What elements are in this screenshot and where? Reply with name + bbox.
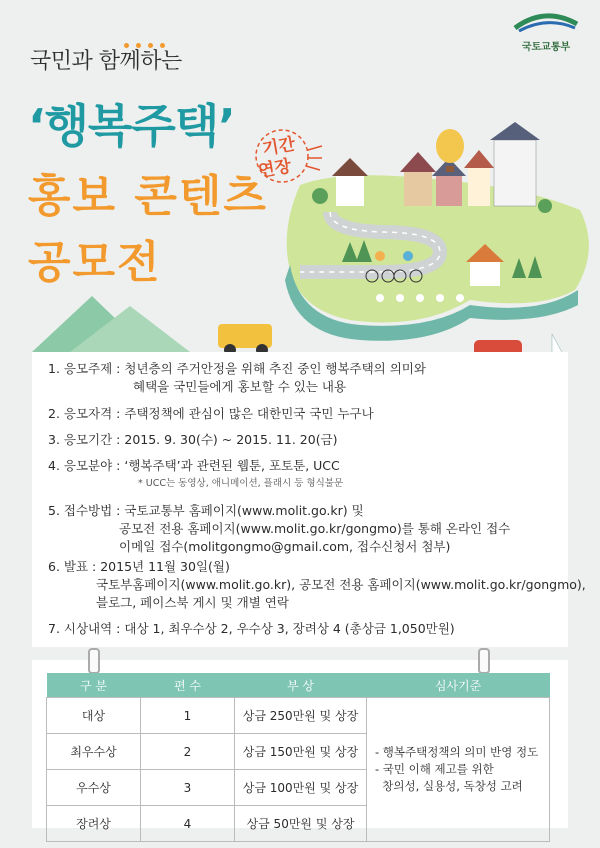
header-count: 편 수 xyxy=(141,673,235,698)
detail-field-note: * UCC는 동영상, 애니메이션, 플래시 등 형식불문 xyxy=(138,478,344,489)
table-header-row xyxy=(47,673,550,698)
criteria-line: - 국민 이해 제고를 위한 xyxy=(375,762,494,776)
detail-text: 청년층의 주거안정을 위해 추진 중인 행복주택의 의미와 xyxy=(124,361,426,376)
detail-text: 국토교통부 홈페이지(www.molit.go.kr) 및 xyxy=(124,503,364,518)
cell-grade: 우수상 xyxy=(47,770,141,806)
cell-prize: 상금 100만원 및 상장 xyxy=(235,770,367,806)
poster-title-line2: 홍보 콘텐츠 xyxy=(28,171,268,222)
detail-label: 3. 응모기간 : xyxy=(48,432,121,447)
cell-count: 4 xyxy=(141,806,235,842)
binder-clip-icon xyxy=(478,648,490,674)
detail-topic xyxy=(48,360,426,378)
detail-label: 1. 응모주제 : xyxy=(48,361,121,376)
detail-label: 2. 응모자격 : xyxy=(48,406,121,421)
cell-prize: 상금 250만원 및 상장 xyxy=(235,698,367,734)
detail-label: 6. 발표 : xyxy=(48,559,97,574)
stamp-line2: 연장 xyxy=(256,156,293,182)
detail-label: 5. 접수방법 : xyxy=(48,503,121,518)
poster-title-line1: ‘행복주택’ xyxy=(28,99,235,153)
criteria-line: - 행복주택정책의 의미 반영 정도 xyxy=(375,745,539,759)
detail-text: 2015년 11월 30일(월) xyxy=(100,559,230,574)
detail-topic-cont: 혜택을 국민들에게 홍보할 수 있는 내용 xyxy=(133,379,347,394)
ministry-logo-text: 국토교통부 xyxy=(521,42,571,53)
detail-text: 2015. 9. 30(수) ~ 2015. 11. 20(금) xyxy=(124,432,338,447)
cell-grade: 대상 xyxy=(47,698,141,734)
cell-prize: 상금 50만원 및 상장 xyxy=(235,806,367,842)
table-row xyxy=(47,698,550,734)
ministry-logo xyxy=(506,12,586,53)
cell-grade: 최우수상 xyxy=(47,734,141,770)
detail-text: 대상 1, 최우수상 2, 우수상 3, 장려상 4 (총상금 1,050만원) xyxy=(124,621,455,636)
poster-subtitle: 국민과 함께하는 xyxy=(30,49,182,74)
detail-label: 4. 응모분야 : xyxy=(48,458,121,473)
criteria-line: 창의성, 실용성, 독창성 고려 xyxy=(375,779,523,793)
cell-count: 3 xyxy=(141,770,235,806)
detail-submission-cont: 공모전 전용 홈페이지(www.molit.go.kr/gongmo)를 통해 온라인 접수 xyxy=(119,521,511,536)
cell-count: 2 xyxy=(141,734,235,770)
period-extended-stamp xyxy=(244,116,324,196)
detail-field xyxy=(48,457,340,475)
poster-title-line3: 공모전 xyxy=(28,237,162,288)
detail-awards xyxy=(48,620,455,638)
cell-grade: 장려상 xyxy=(47,806,141,842)
detail-eligibility xyxy=(48,405,374,423)
header-criteria: 심사기준 xyxy=(367,673,550,698)
awards-table xyxy=(46,673,550,842)
detail-submission xyxy=(48,502,364,520)
detail-submission-cont2: 이메일 접수(molitgongmo@gmail.com, 접수신청서 첨부) xyxy=(119,539,451,554)
cell-count: 1 xyxy=(141,698,235,734)
stamp-line1: 기간 xyxy=(260,134,297,160)
cell-criteria xyxy=(367,698,550,842)
detail-announcement xyxy=(48,558,230,576)
detail-label: 7. 시상내역 : xyxy=(48,621,121,636)
header-prize: 부 상 xyxy=(235,673,367,698)
detail-text: ‘행복주택’과 관련된 웹툰, 포토툰, UCC xyxy=(124,458,340,473)
binder-clip-icon xyxy=(88,648,100,674)
detail-announcement-cont: 국토부홈페이지(www.molit.go.kr), 공모전 전용 홈페이지(www.molit.go.kr/gongmo), xyxy=(96,577,586,592)
detail-announcement-cont2: 블로그, 페이스북 게시 및 개별 연락 xyxy=(96,595,289,610)
header-grade: 구 분 xyxy=(47,673,141,698)
ministry-logo-mark xyxy=(511,12,581,32)
detail-text: 주택정책에 관심이 많은 대한민국 국민 누구나 xyxy=(124,406,374,421)
cell-prize: 상금 150만원 및 상장 xyxy=(235,734,367,770)
detail-period xyxy=(48,431,338,449)
